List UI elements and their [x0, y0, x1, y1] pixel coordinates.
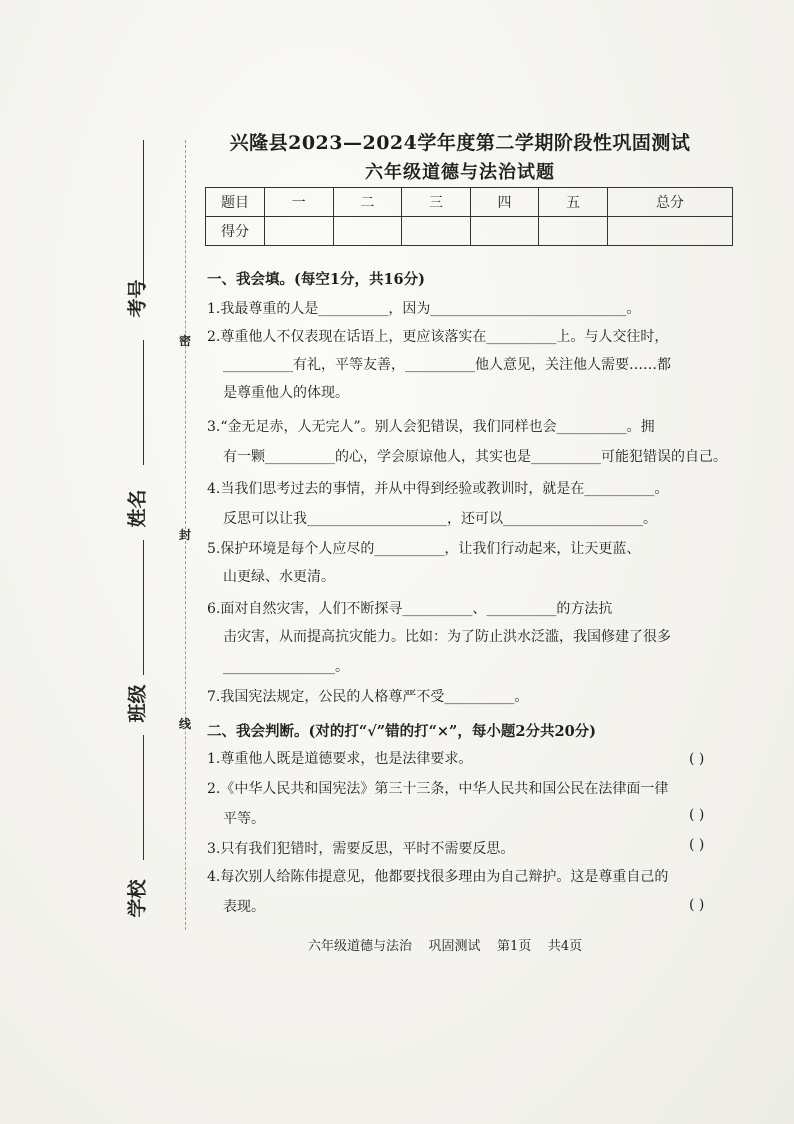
section-heading-fill: 一、我会填。(每空1分，共16分): [207, 271, 425, 288]
question-line: 7.我国宪法规定，公民的人格尊严不受__________。: [207, 689, 529, 705]
binding-label-name: 姓名: [126, 489, 149, 528]
binding-line: [143, 340, 144, 465]
binding-label-school: 学校: [126, 879, 149, 918]
score-input-cell[interactable]: [539, 217, 608, 246]
question-line: 有一颗__________的心，学会原谅他人，其实也是__________可能犯错误的自己。: [223, 449, 727, 465]
binding-line: [143, 140, 144, 290]
question-line: 平等。: [223, 811, 265, 827]
exam-subtitle: 六年级道德与法治试题: [365, 162, 555, 183]
answer-bracket[interactable]: ( ): [689, 837, 705, 853]
question-line: ________________。: [223, 659, 349, 675]
question-line: 6.面对自然灾害，人们不断探寻__________、__________的方法抗: [207, 601, 613, 617]
binding-label-class: 班级: [126, 684, 149, 723]
score-input-cell[interactable]: [607, 217, 732, 246]
question-line: 表现。: [223, 899, 265, 915]
score-table-score-row: [206, 217, 733, 246]
score-input-cell[interactable]: [265, 217, 334, 246]
answer-bracket[interactable]: ( ): [689, 897, 705, 913]
question-line: 3.“金无足赤，人无完人”。别人会犯错误，我们同样也会__________。拥: [207, 419, 655, 435]
score-input-cell[interactable]: [470, 217, 539, 246]
question-line: __________有礼，平等友善，__________他人意见，关注他人需要……都: [223, 357, 671, 373]
score-input-cell[interactable]: [402, 217, 471, 246]
question-line: 5.保护环境是每个人应尽的__________，让我们行动起来，让天更蓝、: [207, 541, 641, 557]
seal-char-mi: 密: [179, 334, 192, 348]
page-footer: 六年级道德与法治 巩固测试 第1页 共4页: [308, 939, 583, 954]
score-table: [205, 187, 733, 246]
score-input-cell[interactable]: [333, 217, 402, 246]
question-line: 2.尊重他人不仅表现在话语上，更应该落实在__________上。与人交往时，: [207, 329, 669, 345]
binding-line: [143, 540, 144, 675]
seal-char-xian: 线: [179, 717, 192, 731]
score-table-cell: 一: [265, 188, 334, 217]
answer-bracket[interactable]: ( ): [689, 807, 705, 823]
question-line: 击灾害，从而提高抗灾能力。比如：为了防止洪水泛滥，我国修建了很多: [223, 629, 671, 645]
score-table-cell: 四: [470, 188, 539, 217]
score-table-cell: 总分: [607, 188, 732, 217]
question-line: 是尊重他人的体现。: [223, 385, 349, 401]
question-line: 4.每次别人给陈伟提意见，他都要找很多理由为自己辩护。这是尊重自己的: [207, 869, 669, 885]
answer-bracket[interactable]: ( ): [689, 751, 705, 767]
binding-line: [143, 735, 144, 860]
seal-char-feng: 封: [179, 528, 192, 542]
section-heading-judge: 二、我会判断。(对的打“√”错的打“×”，每小题2分共20分): [207, 723, 597, 740]
question-line: 山更绿、水更清。: [223, 569, 335, 585]
question-line: 1.尊重他人既是道德要求，也是法律要求。: [207, 751, 473, 767]
score-table-cell: 二: [333, 188, 402, 217]
question-line: 2.《中华人民共和国宪法》第三十三条，中华人民共和国公民在法律面一律: [207, 781, 669, 797]
exam-title: 兴隆县2023—2024学年度第二学期阶段性巩固测试: [229, 132, 691, 154]
score-table-cell: 题目: [206, 188, 265, 217]
question-line: 4.当我们思考过去的事情，并从中得到经验或教训时，就是在__________。: [207, 481, 669, 497]
score-table-cell: 五: [539, 188, 608, 217]
binding-label-exam-number: 考号: [126, 279, 149, 318]
question-line: 反思可以让我____________________，还可以____________________。: [223, 511, 657, 527]
score-table-header-row: [206, 188, 733, 217]
score-table-cell: 三: [402, 188, 471, 217]
question-line: 3.只有我们犯错时，需要反思，平时不需要反思。: [207, 841, 515, 857]
score-table-cell: 得分: [206, 217, 265, 246]
question-line: 1.我最尊重的人是__________，因为____________________________。: [207, 301, 641, 317]
